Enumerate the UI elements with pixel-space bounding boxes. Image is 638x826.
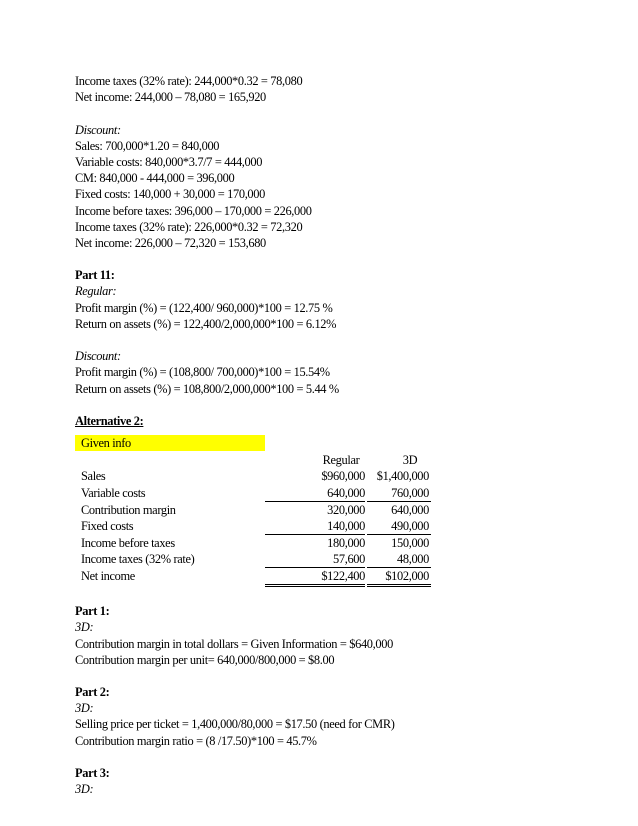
section-subheading: Regular:	[75, 284, 117, 299]
text-line: Income before taxes: 396,000 – 170,000 = 226,000	[75, 203, 312, 218]
table-cell-regular: 640,000	[327, 486, 365, 501]
table-cell-3d: 150,000	[391, 536, 429, 551]
text-line: Contribution margin in total dollars = Given Information = $640,000	[75, 636, 393, 651]
table-cell-3d: 640,000	[391, 503, 429, 518]
table-row-label: Fixed costs	[81, 519, 134, 534]
table-cell-3d: 760,000	[391, 486, 429, 501]
table-cell-regular: 57,600	[333, 552, 365, 567]
table-cell-regular: 140,000	[327, 519, 365, 534]
table-cell-regular: 180,000	[327, 536, 365, 551]
table-cell-regular: 320,000	[327, 503, 365, 518]
text-line: Contribution margin ratio = (8 /17.50)*100 = 45.7%	[75, 733, 317, 748]
text-line: Sales: 700,000*1.20 = 840,000	[75, 138, 220, 153]
part-heading: Part 3:	[75, 766, 110, 780]
text-line: CM: 840,000 - 444,000 = 396,000	[75, 171, 235, 186]
given-info-highlight	[75, 435, 265, 451]
text-line: Return on assets (%) = 122,400/2,000,000*100 = 6.12%	[75, 316, 337, 331]
part-heading: Part 11:	[75, 268, 115, 283]
part-heading: Part 2:	[75, 685, 110, 700]
table-double-rule	[265, 584, 365, 585]
section-subheading: Discount:	[75, 349, 121, 364]
text-line: Profit margin (%) = (108,800/ 700,000)*100 = 15.54%	[75, 365, 330, 380]
given-info-table	[75, 435, 575, 587]
text-line: Return on assets (%) = 108,800/2,000,000*100 = 5.44 %	[75, 381, 339, 396]
document-page	[75, 73, 575, 797]
given-info-label: Given info	[81, 436, 131, 451]
text-line: Fixed costs: 140,000 + 30,000 = 170,000	[75, 187, 265, 202]
table-row-label: Sales	[81, 469, 106, 484]
text-line: Net income: 244,000 – 78,080 = 165,920	[75, 90, 266, 105]
table-cell-3d: $1,400,000	[376, 469, 429, 484]
table-row-label: Income before taxes	[81, 536, 175, 551]
table-cell-regular: $960,000	[321, 469, 365, 484]
section-subheading: Discount:	[75, 122, 121, 137]
alternative-heading: Alternative 2:	[75, 413, 144, 428]
column-header-3d: 3D	[402, 453, 418, 468]
table-cell-3d: $102,000	[385, 569, 429, 584]
text-line: Profit margin (%) = (122,400/ 960,000)*100 = 12.75 %	[75, 300, 333, 315]
table-cell-regular: $122,400	[321, 569, 365, 584]
text-line: Contribution margin per unit= 640,000/800,000 = $8.00	[75, 652, 335, 667]
table-row-label: Variable costs	[81, 486, 146, 501]
section-subheading: 3D:	[75, 620, 94, 635]
section-subheading: 3D:	[75, 782, 94, 797]
table-double-rule	[367, 584, 431, 585]
table-cell-3d: 490,000	[391, 519, 429, 534]
table-double-rule	[265, 586, 365, 587]
table-row-label: Contribution margin	[81, 503, 176, 518]
table-row-label: Net income	[81, 569, 135, 584]
text-line: Selling price per ticket = 1,400,000/80,000 = $17.50 (need for CMR)	[75, 717, 395, 732]
column-header-regular: Regular	[322, 453, 360, 468]
table-double-rule	[367, 586, 431, 587]
part-heading: Part 1:	[75, 604, 110, 619]
text-line: Income taxes (32% rate): 244,000*0.32 = 78,080	[75, 74, 303, 88]
text-line: Income taxes (32% rate): 226,000*0.32 = 72,320	[75, 219, 303, 234]
text-line: Net income: 226,000 – 72,320 = 153,680	[75, 235, 266, 250]
text-line: Variable costs: 840,000*3.7/7 = 444,000	[75, 154, 263, 169]
table-row-label: Income taxes (32% rate)	[81, 552, 195, 567]
table-cell-3d: 48,000	[397, 552, 429, 567]
section-subheading: 3D:	[75, 701, 94, 716]
